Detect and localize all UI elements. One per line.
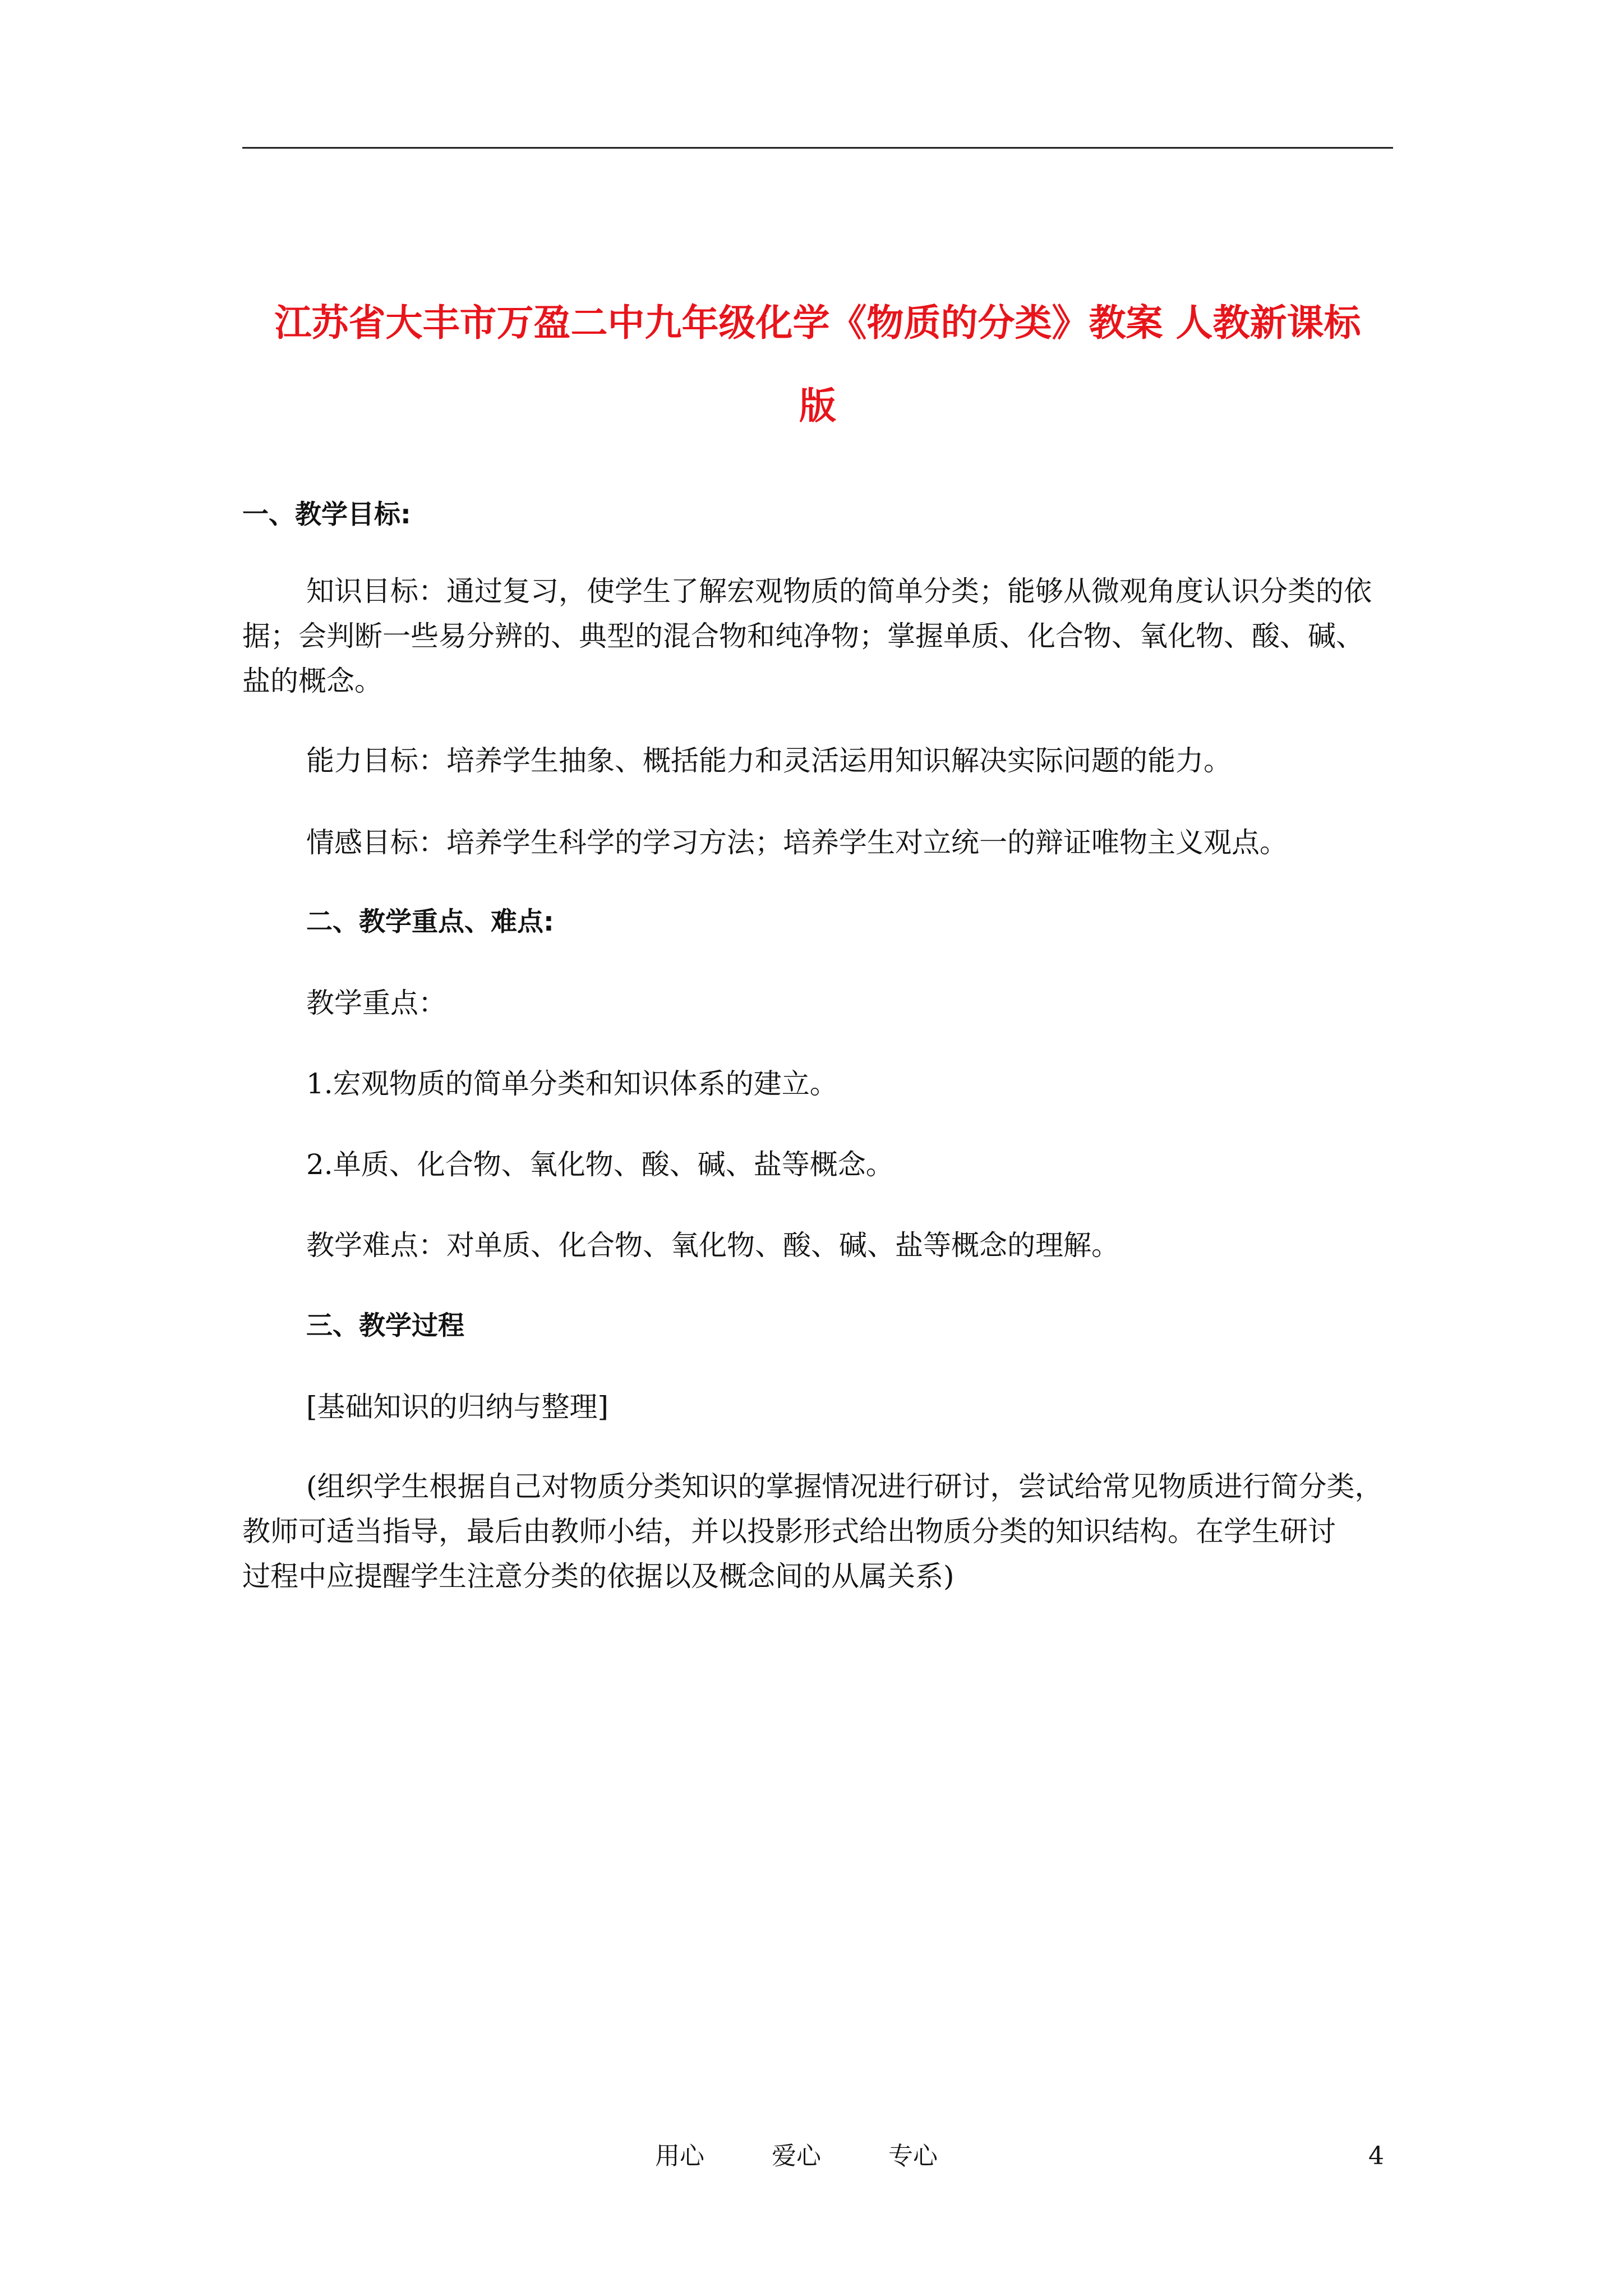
difficulty-point: 教学难点：对单质、化合物、氧化物、酸、碱、盐等概念的理解。 [306,1229,1119,1262]
page-number: 4 [1368,2142,1384,2170]
knowledge-objective-line-3: 盐的概念。 [242,665,382,697]
emotion-objective: 情感目标：培养学生科学的学习方法；培养学生对立统一的辩证唯物主义观点。 [306,826,1288,859]
document-title-line-2: 版 [799,384,836,427]
footer-motto [655,2141,938,2172]
section-heading-objectives: 一、教学目标: [242,499,411,530]
footer-motto-word: 专心 [888,2142,938,2170]
process-paragraph-line-1: (组织学生根据自己对物质分类知识的掌握情况进行研讨，尝试给常见物质进行简分类， [306,1470,1383,1503]
key-point-item-1: 1.宏观物质的简单分类和知识体系的建立。 [306,1068,838,1100]
key-points-label: 教学重点： [306,987,446,1019]
process-paragraph-line-3: 过程中应提醒学生注意分类的依据以及概念间的从属关系) [242,1560,955,1593]
section-heading-key-points: 二、教学重点、难点: [306,907,554,937]
process-bracket-title: [基础知识的归纳与整理] [306,1391,609,1423]
section-heading-process: 三、教学过程 [306,1310,464,1341]
process-paragraph-line-2: 教师可适当指导，最后由教师小结，并以投影形式给出物质分类的知识结构。在学生研讨 [242,1515,1336,1548]
knowledge-objective-line-1: 知识目标：通过复习，使学生了解宏观物质的简单分类；能够从微观角度认识分类的依 [306,575,1372,608]
footer-motto-word: 爱心 [772,2142,821,2170]
knowledge-objective-line-2: 据；会判断一些易分辨的、典型的混合物和纯净物；掌握单质、化合物、氧化物、酸、碱、 [242,620,1364,652]
header-rule [242,147,1393,149]
key-point-item-2: 2.单质、化合物、氧化物、酸、碱、盐等概念。 [306,1148,894,1181]
footer-motto-word: 用心 [655,2142,704,2170]
document-title-line-1: 江苏省大丰市万盈二中九年级化学《物质的分类》教案 人教新课标 [274,301,1361,344]
ability-objective: 能力目标：培养学生抽象、概括能力和灵活运用知识解决实际问题的能力。 [306,744,1232,777]
